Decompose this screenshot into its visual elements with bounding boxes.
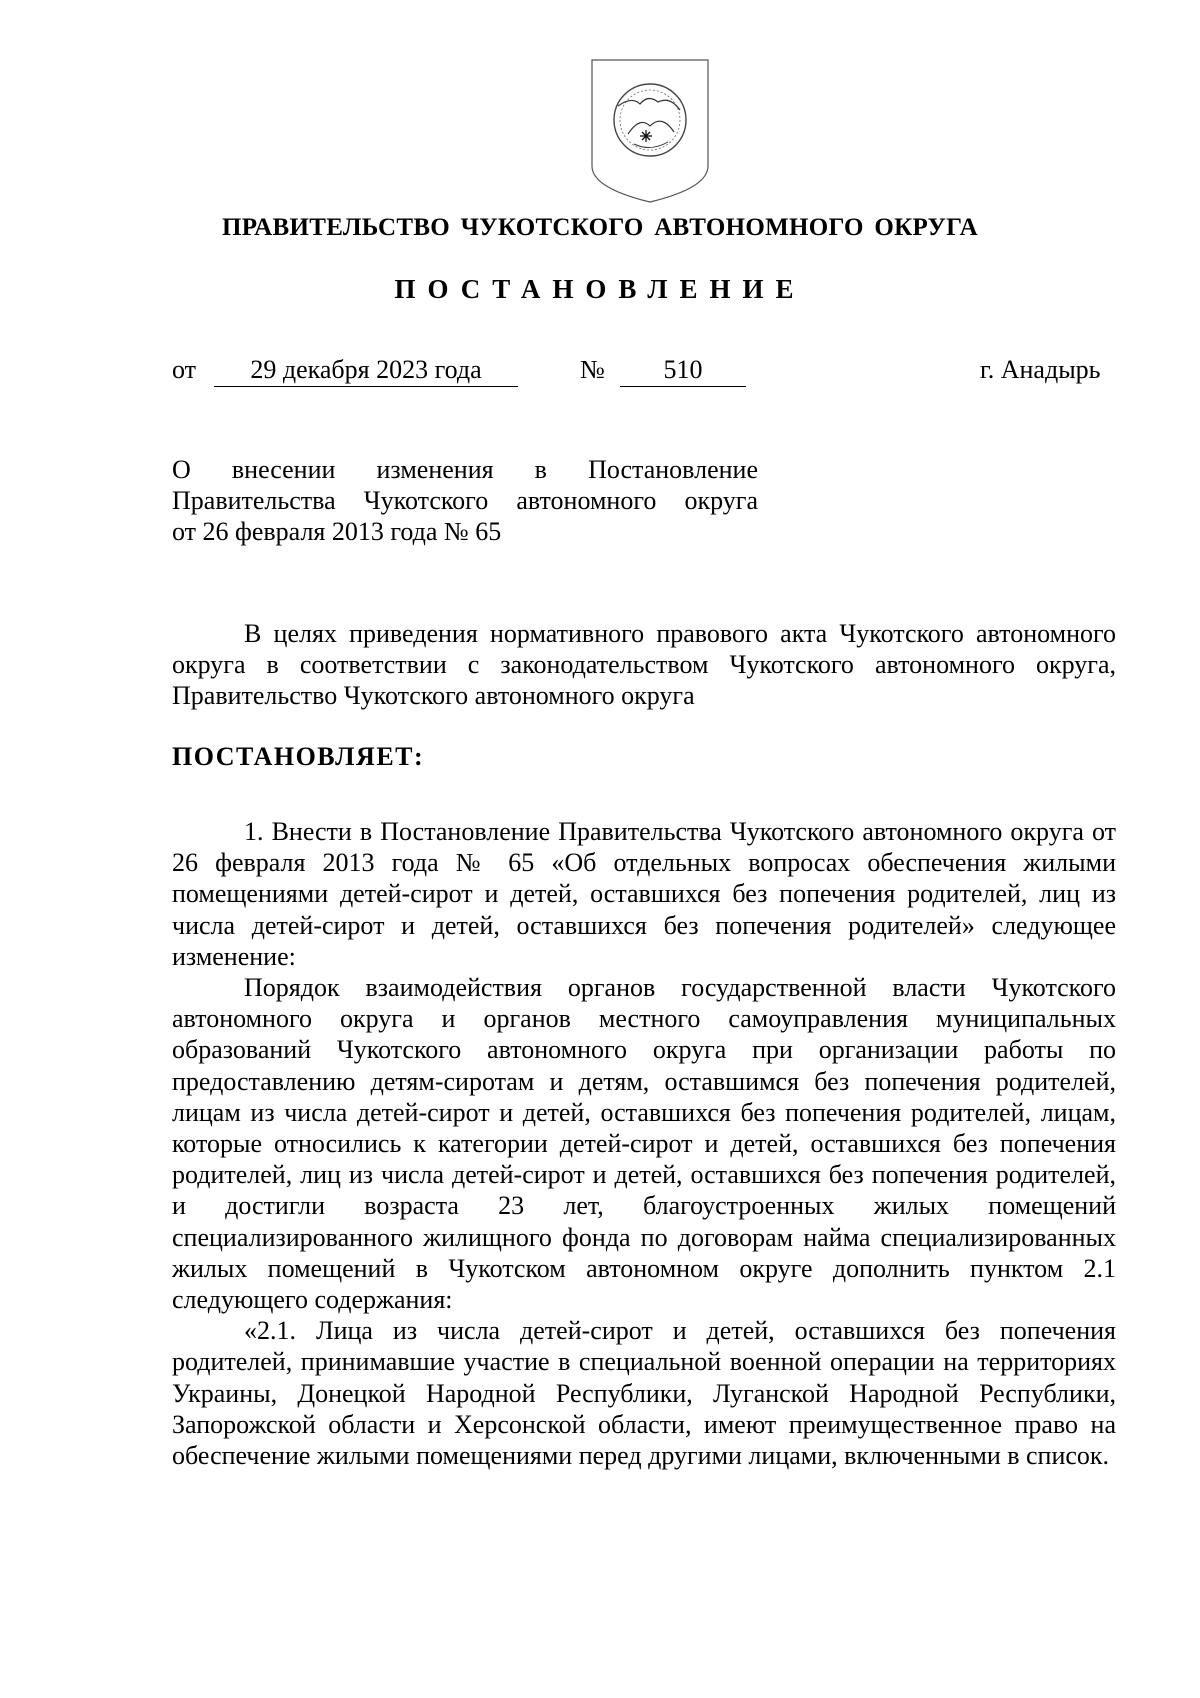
organization-title: ПРАВИТЕЛЬСТВО ЧУКОТСКОГО АВТОНОМНОГО ОКРУГА — [222, 214, 978, 241]
subject-line: Правительства Чукотского автономного округа — [172, 486, 758, 515]
document-date: 29 декабря 2023 года — [214, 354, 518, 387]
document-type-title: ПОСТАНОВЛЕНИЕ — [394, 274, 806, 304]
main-body — [172, 816, 1116, 1471]
coat-of-arms-icon — [588, 56, 712, 206]
resolve-heading: ПОСТАНОВЛЯЕТ: — [172, 742, 425, 771]
document-place: г. Анадырь — [980, 355, 1101, 384]
paragraph-2: Порядок взаимодействия органов государственной власти Чукотского автономного округа и органов местного самоуправления муниципальных образований Чукотского автономного округа при организации работы по предоставлению детям-сиротам и детям, оставшимся без попечения родителей, лицам из числа детей-сирот и детей, оставшихся без попечения родителей, лицам, которые относились к категории детей-сирот и детей, оставшихся без попечения родителей, лиц из числа детей-сирот и детей, оставшихся без попечения родителей, и достигли возраста 23 лет, благоустроенных жилых помещений специализированного жилищного фонда по договорам найма специализированных жилых помещений в Чукотском автономном округе дополнить пунктом 2.1 следующего содержания: — [172, 973, 1116, 1315]
paragraph-1: 1. Внести в Постановление Правительства Чукотского автономного округа от 26 февраля 2013 года № 65 «Об отдельных вопросах обеспечения жилыми помещениями детей-сирот и детей, оставшихся без попечения родителей, лиц из числа детей-сирот и детей, оставшихся без попечения родителей» следующее изменение: — [172, 817, 1116, 971]
subject-line: О внесении изменения в Постановление — [172, 455, 758, 484]
preamble-block — [172, 618, 1116, 712]
date-from-label: от — [172, 355, 197, 384]
paragraph-3: «2.1. Лица из числа детей-сирот и детей, оставшихся без попечения родителей, принимавшие участие в специальной военной операции на территориях Украины, Донецкой Народной Республики, Луганской Народной Республики, Запорожской области и Херсонской области, имеют преимущественное право на обеспечение жилыми помещениями перед другими лицами, включенными в список. — [172, 1316, 1116, 1471]
document-number: 510 — [620, 354, 746, 387]
subject-line: от 26 февраля 2013 года № 65 — [172, 517, 502, 546]
document-subject — [172, 454, 758, 547]
preamble-text: В целях приведения нормативного правового акта Чукотского автономного округа в соответствии с законодательством Чукотского автономного округа, Правительство Чукотского автономного округа — [172, 619, 1116, 711]
number-label: № — [580, 355, 605, 384]
